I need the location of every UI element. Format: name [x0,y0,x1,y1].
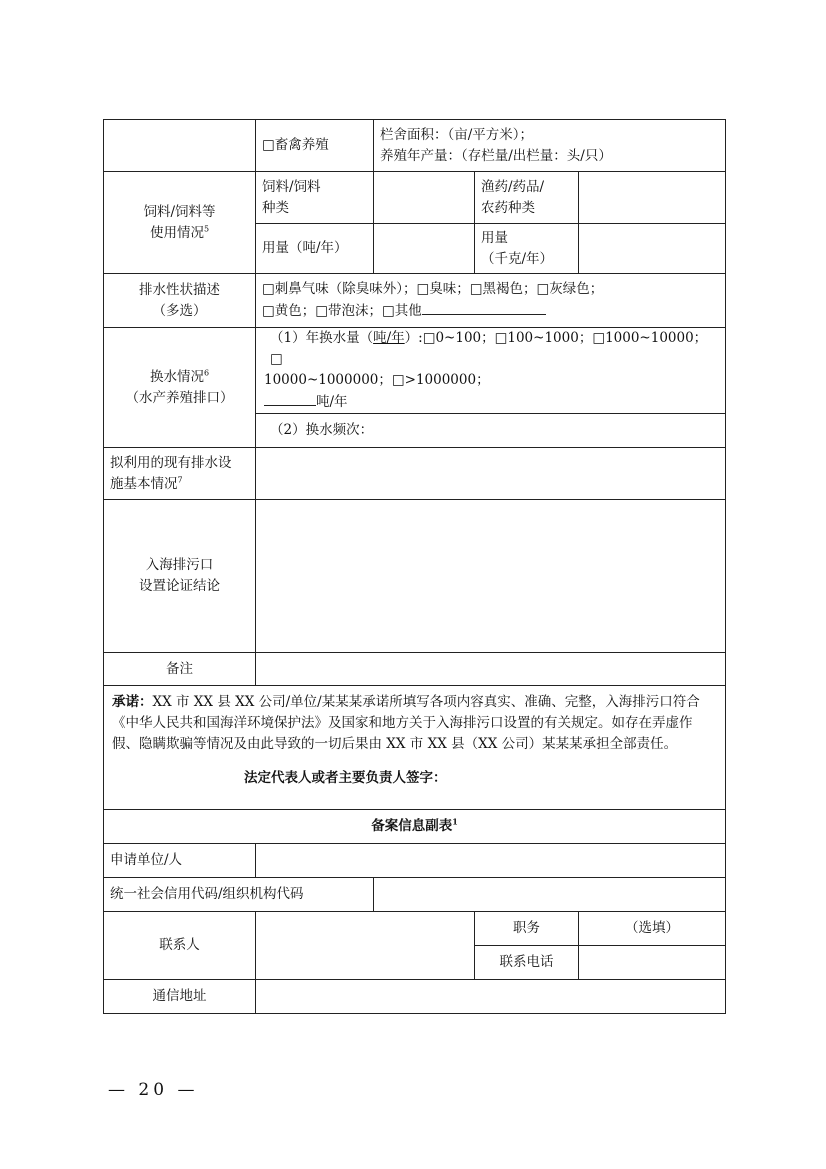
promise-label: 承诺： [112,694,153,710]
promise-block [104,686,726,810]
feed-amount-label: 用量（吨/年） [256,224,374,274]
footnote-6: 6 [203,368,210,377]
exchange-title: 换水情况$^6$ （水产养殖排口） [104,328,256,448]
drain-title: 排水性状描述 （多选） [104,274,256,328]
remark-input[interactable] [256,653,726,686]
drug-amount-label: 用量 （千克/年） [475,224,579,274]
annual-output-label: 养殖年产量：（存栏量/出栏量：头/只） [380,147,612,164]
footnote-1: 1 [452,816,458,827]
footnote-5: 5 [203,224,210,233]
address-input[interactable] [256,980,726,1014]
exchange-amount[interactable]: （1）年换水量（吨/年）:□0~100；□100~1000；□1000~10000；□ 10000~1000000；□>1000000； 吨/年 [256,328,726,414]
feed-usage-title: 饲料/饲料等 使用情况$^5$ [104,172,256,274]
promise-text: XX 市 XX 县 XX 公司/单位/某某某承诺所填写各项内容真实、准确、完整，入海排污口符合《中华人民共和国海洋环境保护法》及国家和地方关于入海排污口设置的有关规定。如存在弄虚作假、隐瞒欺骗等情况及由此导致的一切后果由 XX 市 XX 县（XX 公司）某某某承担全部责任。 [112,694,700,752]
page-number: — 20 — [108,1080,199,1100]
feed-amount-input[interactable] [374,224,475,274]
phone-input[interactable] [579,946,726,980]
pen-area-label: 栏舍面积：（亩/平方米）； [380,126,534,143]
exchange-amount-blank[interactable] [264,391,316,406]
facility-input[interactable] [256,448,726,500]
address-label: 通信地址 [104,980,256,1014]
conclusion-input[interactable] [256,500,726,653]
signature-label: 法定代表人或者主要负责人签字： [244,770,447,786]
copy-title: 备案信息副表$^1$ [104,810,726,844]
other-blank[interactable] [422,300,546,315]
drug-amount-input[interactable] [579,224,726,274]
position-input[interactable]: （选填） [579,912,726,946]
contact-label: 联系人 [104,912,256,980]
credit-code-input[interactable] [374,878,726,912]
contact-input[interactable] [256,912,475,980]
conclusion-title: 入海排污口 设置论证结论 [104,500,256,653]
phone-label: 联系电话 [475,946,579,980]
remark-label: 备注 [104,653,256,686]
credit-code-label: 统一社会信用代码/组织机构代码 [104,878,374,912]
feed-type-input[interactable] [374,172,475,224]
position-label: 职务 [475,912,579,946]
drug-type-label: 渔药/药品/ 农药种类 [475,172,579,224]
record-form-table [103,119,726,1014]
facility-title: 拟利用的现有排水设 施基本情况$^7$ [104,448,256,500]
livestock-label-cell [104,120,256,172]
footnote-7: 7 [177,475,183,484]
applicant-input[interactable] [256,844,726,878]
drug-type-input[interactable] [579,172,726,224]
exchange-frequency[interactable]: （2）换水频次： [256,414,726,448]
livestock-details[interactable] [374,120,726,172]
livestock-option[interactable]: □畜禽养殖 [256,120,374,172]
feed-type-label: 饲料/饲料 种类 [256,172,374,224]
applicant-label: 申请单位/人 [104,844,256,878]
drain-options[interactable]: □刺鼻气味（除臭味外）；□臭味；□黑褐色；□灰绿色； □黄色；□带泡沫；□其他 [256,274,726,328]
